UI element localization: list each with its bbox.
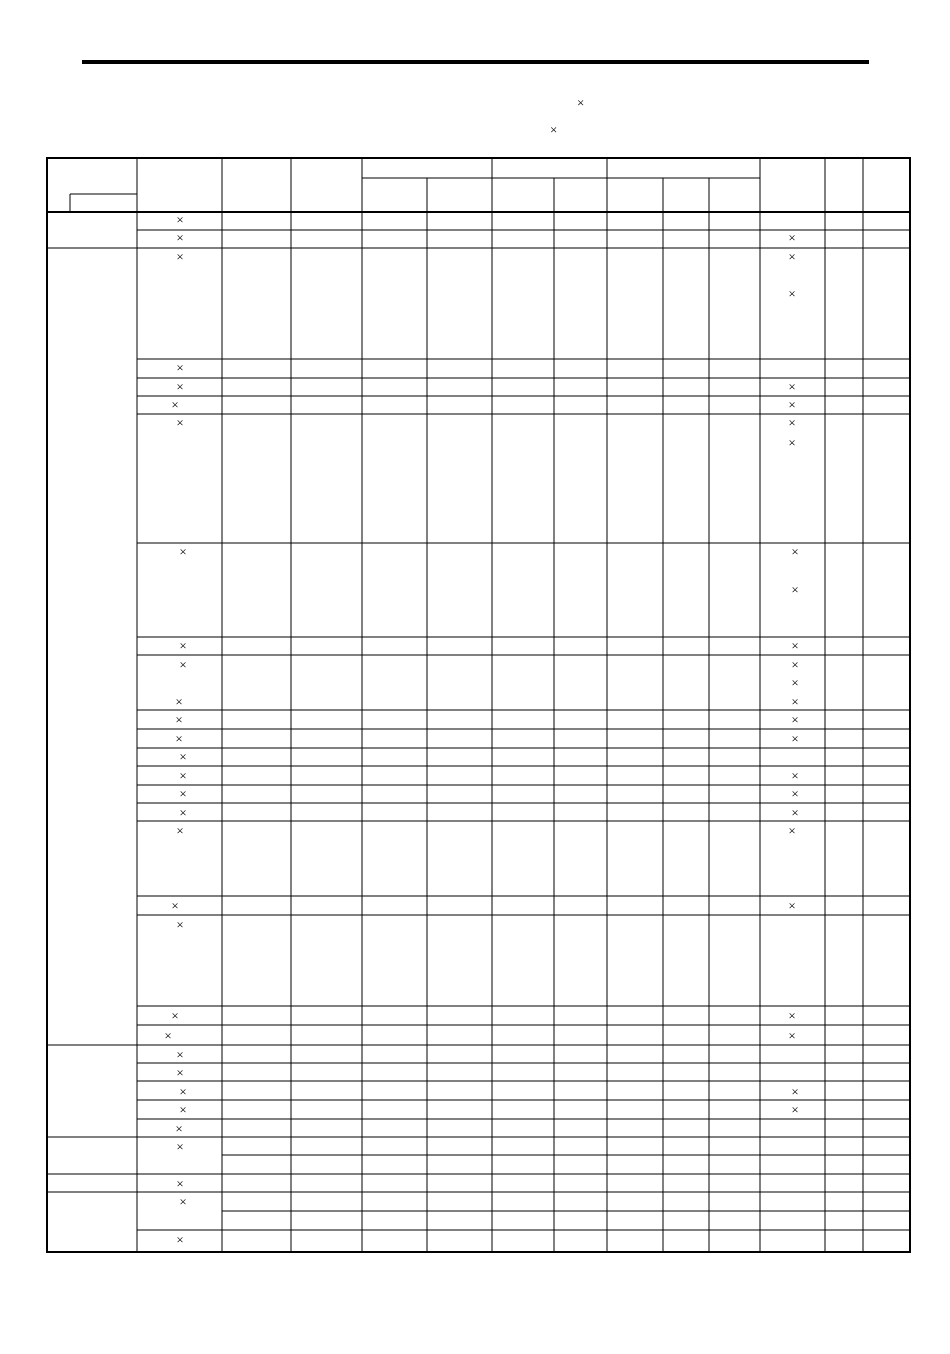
table-mark: ×	[791, 805, 799, 820]
table-mark: ×	[179, 786, 187, 801]
table-mark: ×	[176, 1176, 184, 1191]
table-mark: ×	[176, 1065, 184, 1080]
table-mark: ×	[176, 230, 184, 245]
table-mark: ×	[176, 212, 184, 227]
table-mark: ×	[788, 898, 796, 913]
table-mark: ×	[176, 1139, 184, 1154]
table-mark: ×	[788, 823, 796, 838]
table-mark: ×	[176, 823, 184, 838]
table-mark: ×	[179, 544, 187, 559]
table-mark: ×	[788, 230, 796, 245]
table-mark: ×	[788, 1028, 796, 1043]
table-mark: ×	[791, 544, 799, 559]
table-mark: ×	[179, 749, 187, 764]
table-mark: ×	[788, 397, 796, 412]
header-rule	[82, 60, 869, 64]
table-mark: ×	[791, 694, 799, 709]
table-mark: ×	[788, 249, 796, 264]
table-mark: ×	[788, 286, 796, 301]
table-mark: ×	[179, 638, 187, 653]
table-mark: ×	[179, 768, 187, 783]
table-mark: ×	[176, 1232, 184, 1247]
header-note-2: ×	[550, 122, 558, 137]
table-mark: ×	[791, 638, 799, 653]
table-mark: ×	[175, 694, 183, 709]
table-mark: ×	[179, 1194, 187, 1209]
table-mark: ×	[175, 712, 183, 727]
table-mark: ×	[788, 1008, 796, 1023]
table-mark: ×	[179, 1084, 187, 1099]
table-mark: ×	[175, 731, 183, 746]
table-mark: ×	[171, 397, 179, 412]
table-mark: ×	[179, 1102, 187, 1117]
table-mark: ×	[788, 415, 796, 430]
table-mark: ×	[176, 1047, 184, 1062]
table-mark: ×	[176, 917, 184, 932]
header-note-1: ×	[577, 95, 585, 110]
table-mark: ×	[791, 786, 799, 801]
table-mark: ×	[791, 675, 799, 690]
table-mark: ×	[176, 415, 184, 430]
table-mark: ×	[171, 898, 179, 913]
table-mark: ×	[176, 379, 184, 394]
table-mark: ×	[788, 379, 796, 394]
table-mark: ×	[171, 1008, 179, 1023]
table-mark: ×	[791, 1102, 799, 1117]
table-mark: ×	[164, 1028, 172, 1043]
table-mark: ×	[175, 1121, 183, 1136]
table-mark: ×	[791, 768, 799, 783]
table-mark: ×	[176, 249, 184, 264]
table-mark: ×	[176, 360, 184, 375]
spec-table	[46, 157, 911, 1253]
table-mark: ×	[791, 657, 799, 672]
table-mark: ×	[791, 582, 799, 597]
table-mark: ×	[791, 712, 799, 727]
table-mark: ×	[788, 435, 796, 450]
table-mark: ×	[179, 657, 187, 672]
table-mark: ×	[791, 731, 799, 746]
table-mark: ×	[791, 1084, 799, 1099]
table-mark: ×	[179, 805, 187, 820]
